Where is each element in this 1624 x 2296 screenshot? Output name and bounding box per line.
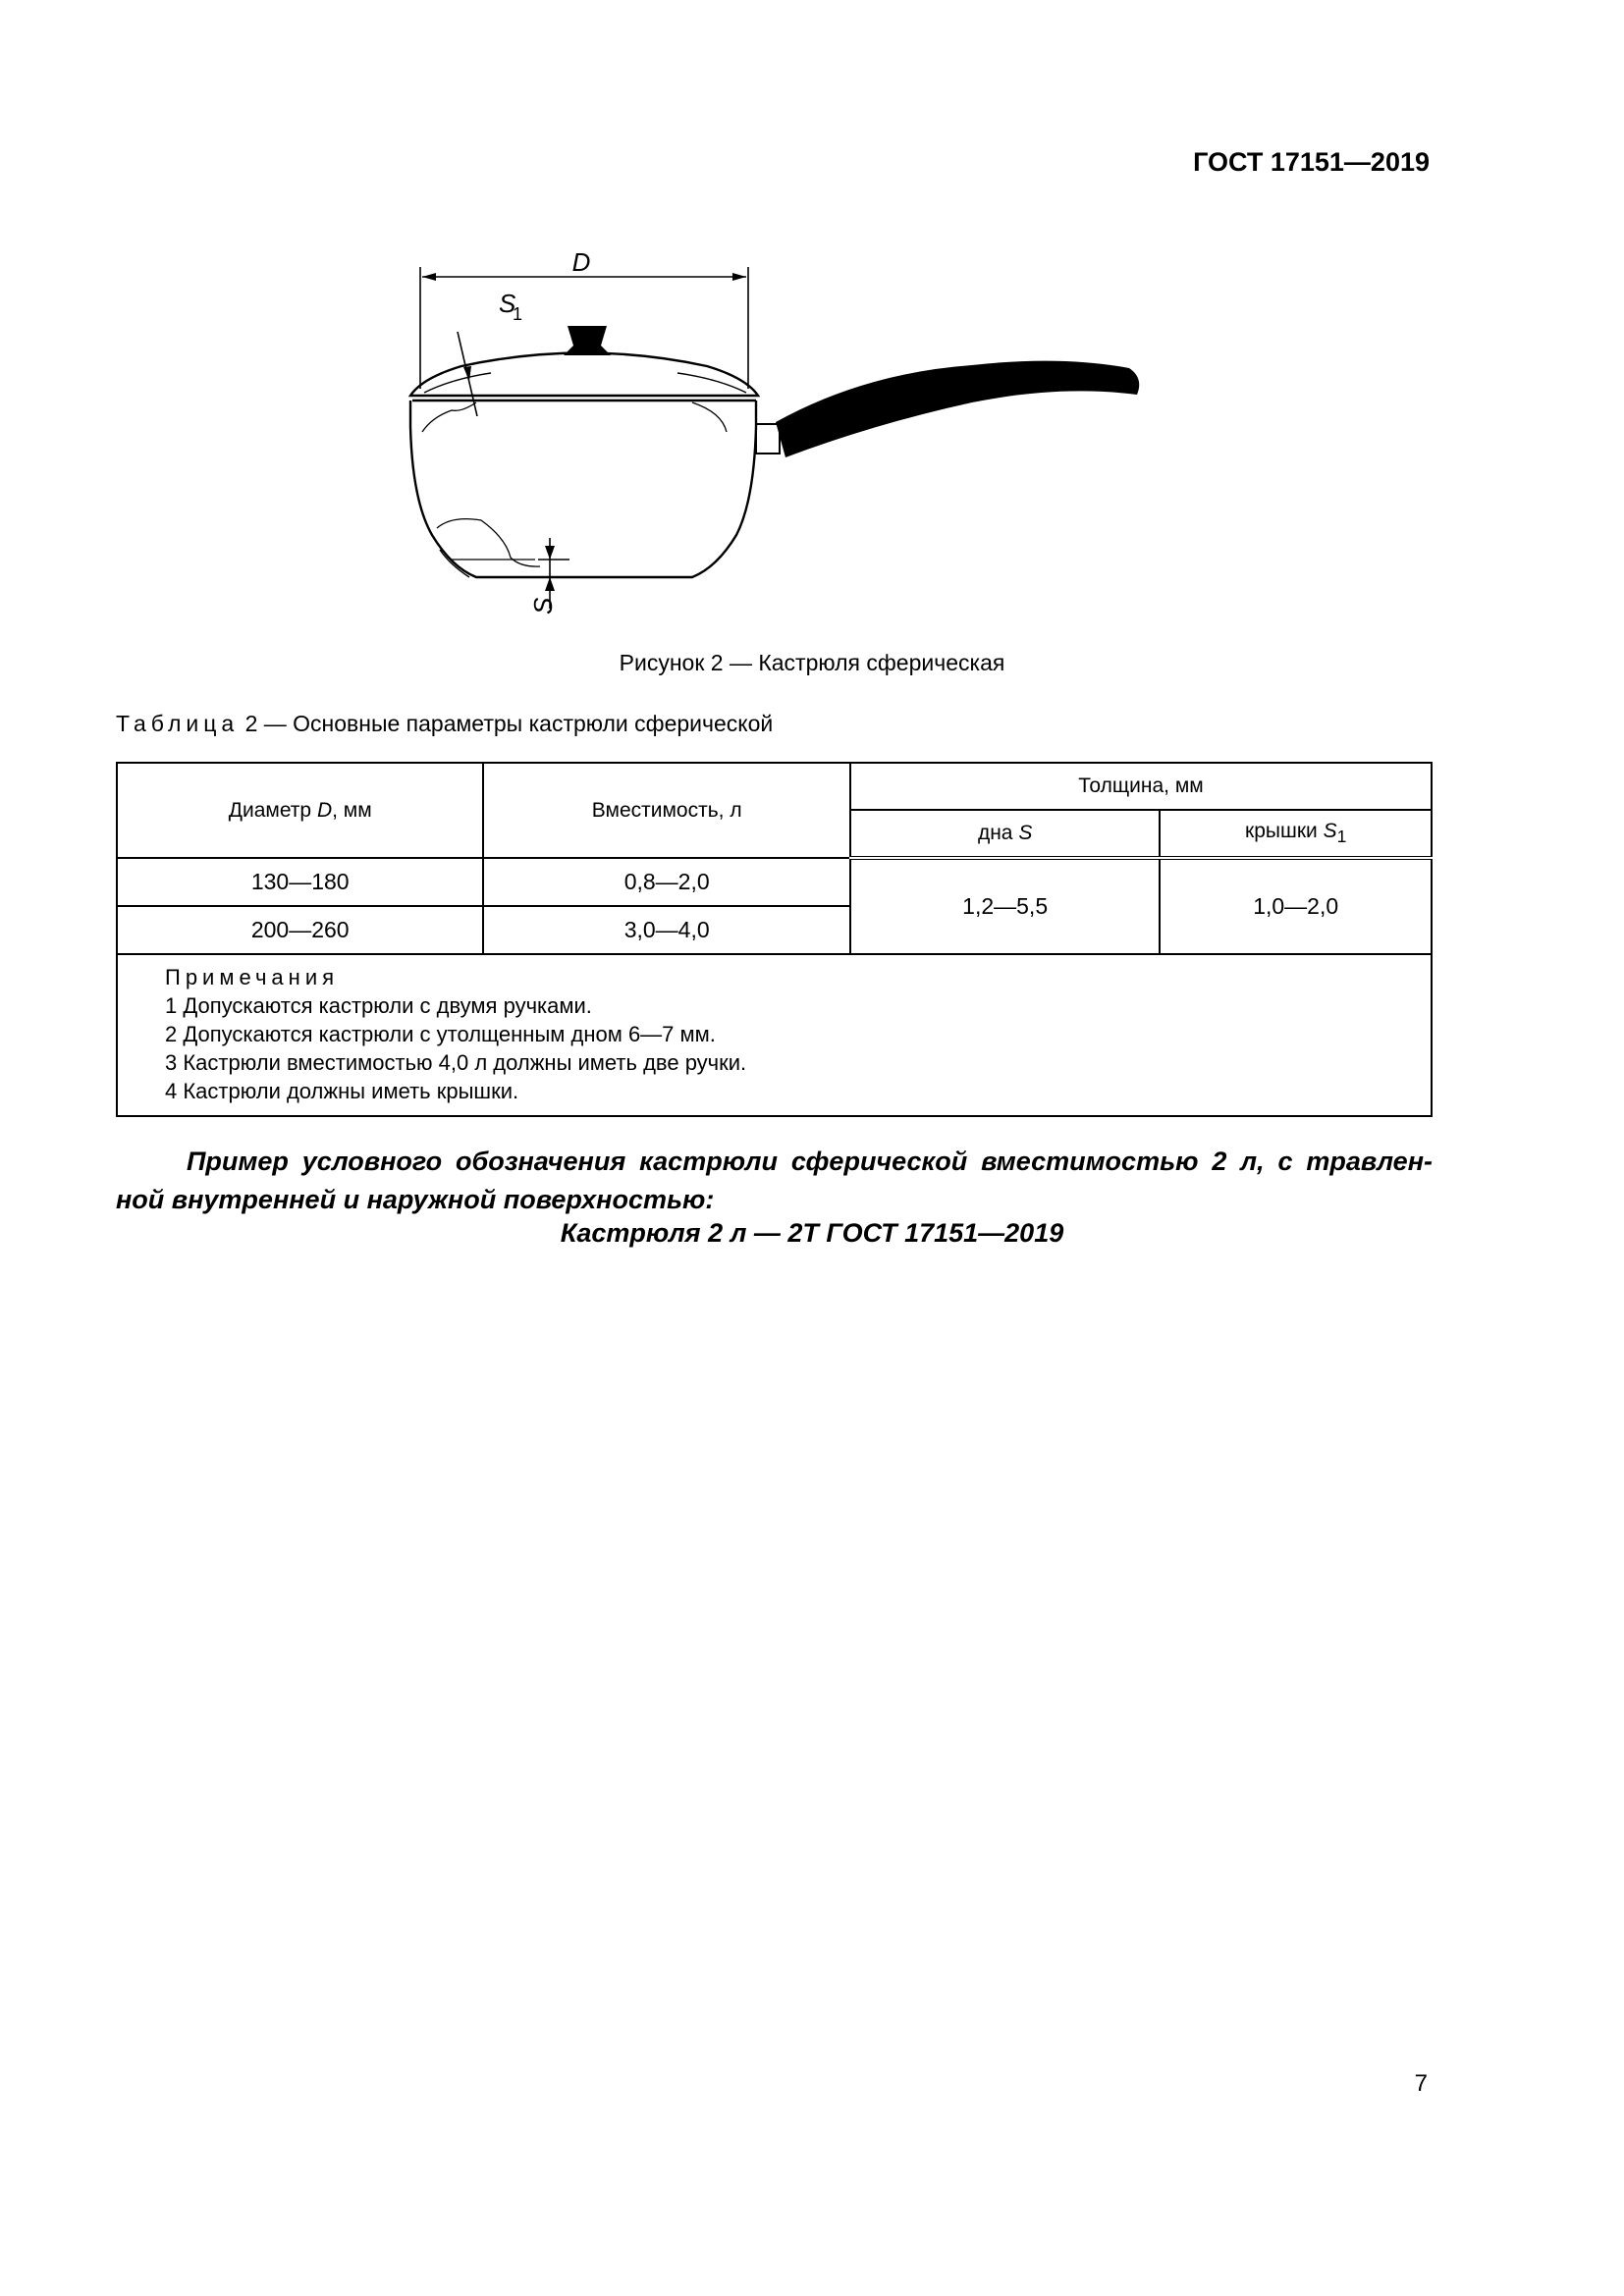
note-item: 1 Допускаются кастрюли с двумя ручками.: [165, 993, 592, 1018]
table-caption-label: Таблица: [116, 711, 240, 736]
notes-title: Примечания: [165, 965, 340, 989]
designation: Кастрюля 2 л — 2Т ГОСТ 17151—2019: [560, 1218, 1064, 1248]
handle: [776, 361, 1139, 457]
cell-lid-thickness: 1,0—2,0: [1160, 858, 1432, 954]
page-number: 7: [1414, 2070, 1428, 2097]
header-lid: крышки $S_1$: [1160, 810, 1432, 858]
table-caption-text: 2 — Основные параметры кастрюли сферической: [244, 711, 774, 736]
cell-capacity: 3,0—4,0: [483, 906, 850, 954]
note-item: 4 Кастрюли должны иметь крышки.: [165, 1079, 519, 1103]
dim-s1-sub: 1: [513, 304, 523, 324]
cell-bottom-thickness: 1,2—5,5: [850, 858, 1160, 954]
example-line-2: ной внутренней и наружной поверхностью:: [116, 1185, 715, 1214]
header-capacity: Вместимость, л: [483, 763, 850, 858]
cell-diameter: 130—180: [117, 858, 483, 906]
cell-diameter: 200—260: [117, 906, 483, 954]
header-bottom: дна S: [850, 810, 1160, 858]
table-caption: [116, 711, 773, 737]
designation-example: [116, 1143, 1433, 1219]
header-thickness: Толщина, мм: [850, 763, 1432, 810]
lid-outline: [410, 353, 758, 397]
example-line-1: Пример условного обозначения кастрюли сферической вместимостью 2 л, с травлен-: [187, 1147, 1433, 1176]
note-item: 2 Допускаются кастрюли с утолщенным дном 6—7 мм.: [165, 1022, 716, 1046]
lid-knob: [564, 326, 611, 355]
header-diameter: Диаметр D, мм: [117, 763, 483, 858]
dim-s1-letter: S: [499, 289, 516, 318]
document-header: ГОСТ 17151—2019: [1193, 147, 1430, 177]
note-item: 3 Кастрюли вместимостью 4,0 л должны иметь две ручки.: [165, 1050, 747, 1075]
pan-body: [410, 400, 756, 577]
dim-s-label: S: [528, 597, 558, 614]
dim-d-label: D: [571, 247, 591, 277]
table-notes: [117, 954, 1432, 1116]
saucepan-figure: [393, 245, 1178, 628]
figure-caption: Рисунок 2 — Кастрюля сферическая: [619, 650, 1005, 675]
cell-capacity: 0,8—2,0: [483, 858, 850, 906]
parameters-table: [116, 762, 1433, 1117]
